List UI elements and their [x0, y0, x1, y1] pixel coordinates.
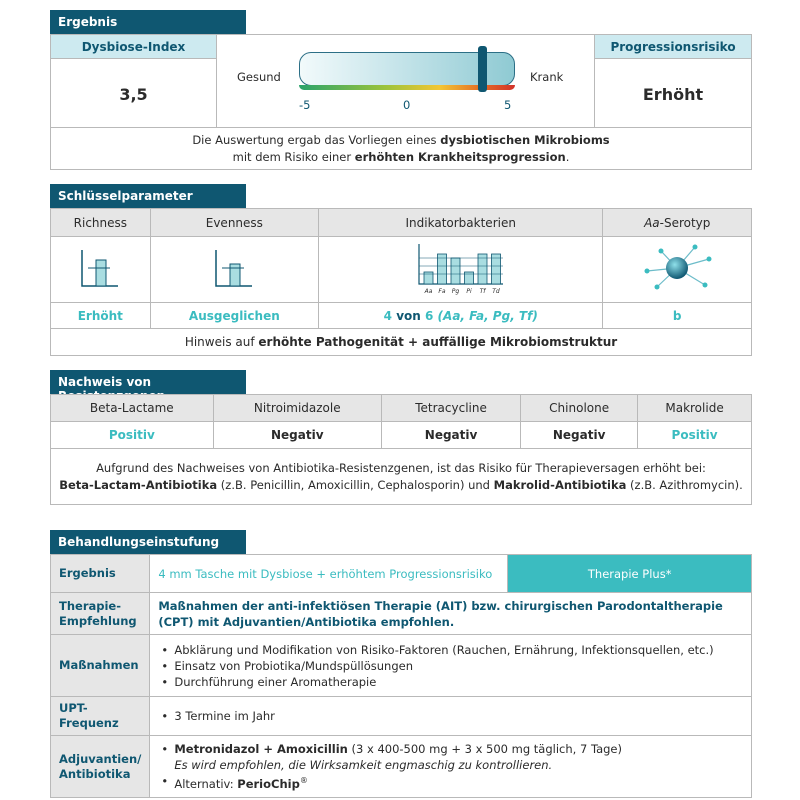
evenness-value: Ausgeglichen [150, 303, 318, 329]
col-aa-serotyp: Aa-Serotyp [603, 209, 752, 237]
col-tetracycline: Tetracycline [381, 395, 520, 422]
ergebnis-row-text: 4 mm Tasche mit Dysbiose + erhöhtem Progressionsrisiko [150, 555, 508, 593]
col-nitroimidazole: Nitroimidazole [213, 395, 381, 422]
section-header-ergebnis: Ergebnis [50, 10, 246, 34]
adjuvantien-list [150, 736, 752, 798]
bacteria-label: Pg [451, 288, 459, 295]
massnahme-item: • Einsatz von Probiotika/Mundspüllösungen [158, 658, 743, 674]
therapie-plus-badge: Therapie Plus* [508, 555, 752, 593]
behandlungseinstufung-table [50, 554, 752, 798]
tetracycline-result: Negativ [381, 422, 520, 449]
bacteria-bar [491, 254, 500, 284]
gauge-tick-zero: 0 [403, 98, 411, 112]
makrolide-result: Positiv [638, 422, 752, 449]
gauge-marker [478, 46, 487, 92]
gauge-tick-max: 5 [504, 98, 512, 112]
serotyp-value: b [603, 303, 752, 329]
upt-frequenz-value: • 3 Termine im Jahr [150, 697, 752, 736]
ergebnis-note: Die Auswertung ergab das Vorliegen eines dysbiotischen Mikrobioms mit dem Risiko einer erhöhten Krankheitsprogression. [51, 127, 751, 169]
col-makrolide: Makrolide [638, 395, 752, 422]
massnahme-item: • Abklärung und Modifikation von Risiko-Faktoren (Rauchen, Ernährung, Infektionsquellen, etc.) [158, 642, 743, 658]
resistenzgene-note: Aufgrund des Nachweises von Antibiotika-Resistenzgenen, ist das Risiko für Therapieversagen erhöht bei: Beta-Lactam-Antibiotika (z.B. Penicillin, Amoxicillin, Cephalosporin) und Makrolid-Antibiotika (z.B. Azithromycin). [51, 449, 752, 505]
gauge-left-label: Gesund [237, 70, 281, 84]
bacteria-label: Pi [466, 288, 472, 295]
bacteria-bar [451, 258, 460, 284]
col-indikatorbakterien: Indikatorbakterien [319, 209, 603, 237]
gauge-right-label: Krank [530, 70, 564, 84]
bacteria-bar [437, 254, 446, 284]
dysbiose-index-label: Dysbiose-Index [51, 35, 216, 59]
serotyp-molecule-icon [603, 237, 752, 303]
massnahmen-label: Maßnahmen [51, 635, 150, 697]
evenness-icon [150, 237, 318, 303]
richness-value: Erhöht [51, 303, 151, 329]
richness-icon [51, 237, 151, 303]
schluesselparameter-hint: Hinweis auf erhöhte Pathogenität + auffällige Mikrobiomstruktur [51, 329, 752, 356]
nitroimidazole-result: Negativ [213, 422, 381, 449]
bacteria-label: Aa [424, 288, 433, 295]
indikatorbakterien-icon [319, 237, 603, 303]
schluesselparameter-table [50, 208, 752, 356]
therapie-empfehlung-label: Therapie- Empfehlung [51, 593, 150, 635]
section-header-behandlungseinstufung: Behandlungseinstufung [50, 530, 246, 554]
col-chinolone: Chinolone [521, 395, 638, 422]
progressionsrisiko-label: Progressionsrisiko [595, 35, 751, 59]
section-header-resistenzgene: Nachweis von [50, 370, 246, 394]
adjuvantien-item: • Metronidazol + Amoxicillin (3 x 400-500 mg + 3 x 500 mg täglich, 7 Tage) Es wird empfohlen, die Wirksamkeit engmaschig zu kontrollieren. [158, 741, 743, 773]
indikatorbakterien-value: 4 von 6 (Aa, Fa, Pg, Tf) [319, 303, 603, 329]
ergebnis-box [50, 34, 752, 170]
adjuvantien-label: Adjuvantien/ Antibiotika [51, 736, 150, 798]
dysbiose-index-value: 3,5 [119, 85, 148, 104]
resistenzgene-table [50, 394, 752, 505]
massnahmen-list [150, 635, 752, 697]
adjuvantien-alt-item: • Alternativ: PerioChip® [158, 773, 743, 792]
bacteria-label: Fa [438, 288, 446, 295]
col-evenness: Evenness [150, 209, 318, 237]
col-beta-lactame: Beta-Lactame [51, 395, 214, 422]
progressionsrisiko-value: Erhöht [642, 85, 704, 104]
gauge-tick-min: -5 [299, 98, 311, 112]
col-richness: Richness [51, 209, 151, 237]
chinolone-result: Negativ [521, 422, 638, 449]
bacteria-label: Tf [479, 288, 486, 295]
section-header-schluesselparameter: Schlüsselparameter [50, 184, 246, 208]
massnahme-item: • Durchführung einer Aromatherapie [158, 674, 743, 690]
bacteria-label: Td [491, 288, 500, 295]
dysbiosis-gauge [217, 35, 594, 127]
ergebnis-row-label: Ergebnis [51, 555, 150, 593]
therapie-empfehlung-text: Maßnahmen der anti-infektiösen Therapie (AIT) bzw. chirurgischen Parodontaltherapie (CPT) mit Adjuvantien/Antibiotika empfohlen. [150, 593, 752, 635]
beta-lactame-result: Positiv [51, 422, 214, 449]
bacteria-bar [478, 254, 487, 284]
upt-frequenz-label: UPT-Frequenz [51, 697, 150, 736]
